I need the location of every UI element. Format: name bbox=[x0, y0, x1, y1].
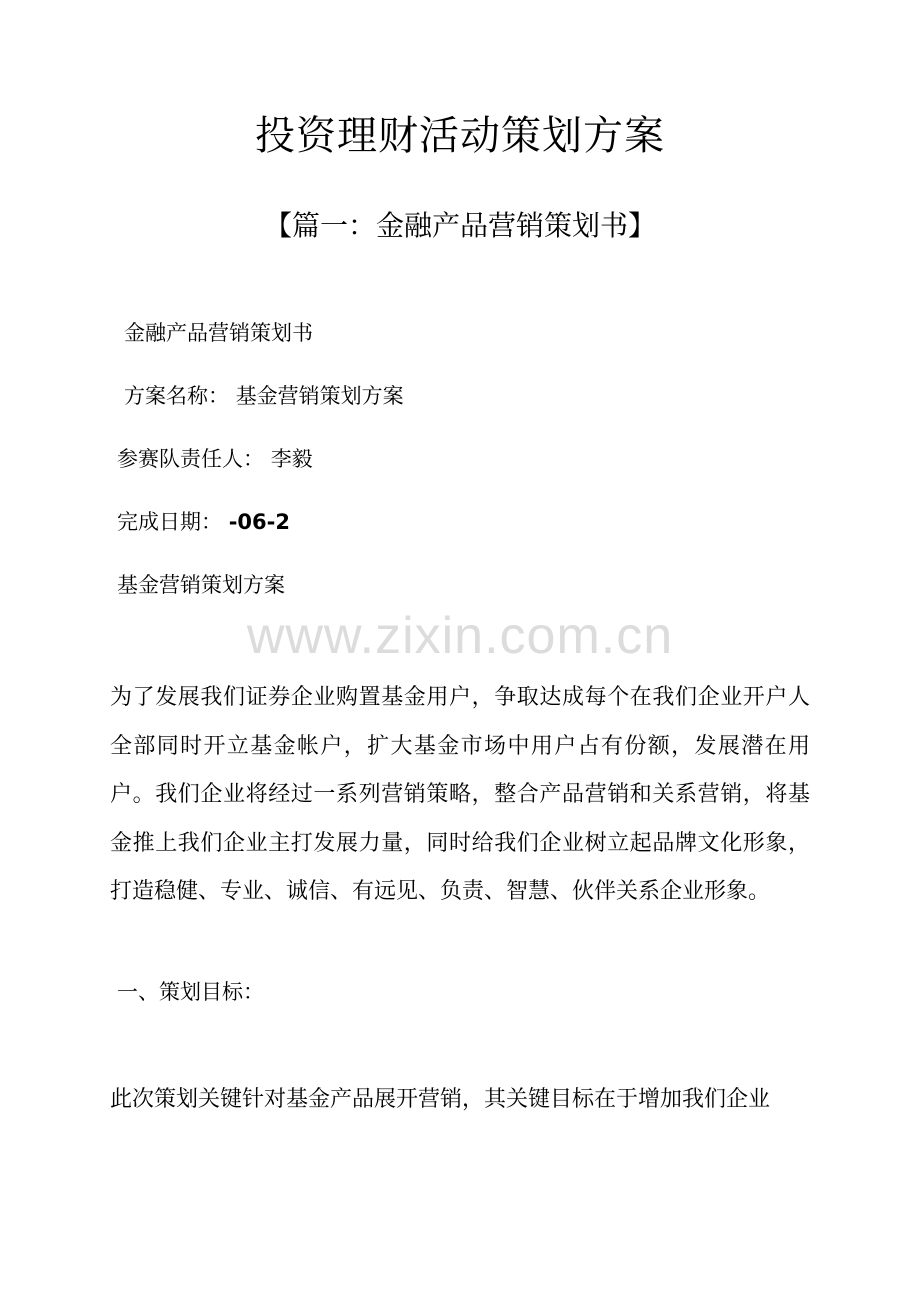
plan-name-label: 方案名称： bbox=[124, 384, 229, 408]
leader-label: 参赛队责任人： bbox=[117, 447, 264, 471]
leader-value: 李毅 bbox=[270, 447, 313, 471]
heading-line bbox=[124, 318, 313, 348]
date-line bbox=[117, 507, 290, 537]
date-label: 完成日期： bbox=[117, 510, 222, 534]
plan-name-line bbox=[124, 381, 404, 411]
objective-heading-line bbox=[117, 977, 264, 1007]
heading-text: 金融产品营销策划书 bbox=[124, 321, 313, 345]
leader-line bbox=[117, 444, 313, 474]
objective-heading: 一、策划目标： bbox=[117, 980, 264, 1004]
intro-paragraph: 为了发展我们证券企业购置基金用户，争取达成每个在我们企业开户人全部同时开立基金帐户，扩大基金市场中用户占有份额，发展潜在用户。我们企业将经过一系列营销策略，整合产品营销和关系营销，将基金推上我们企业主打发展力量，同时给我们企业树立起品牌文化形象，打造稳健、专业、诚信、有远见、负责、智慧、伙伴关系企业形象。 bbox=[110, 685, 810, 904]
document-subtitle: 【篇一：金融产品营销策划书】 bbox=[263, 209, 656, 242]
section-title: 基金营销策划方案 bbox=[117, 573, 285, 597]
section-title-line bbox=[117, 570, 285, 600]
date-value: -06-2 bbox=[228, 510, 290, 534]
document-title: 投资理财活动策划方案 bbox=[255, 113, 665, 159]
watermark-text: www.zixin.com.cn bbox=[246, 607, 674, 665]
plan-name-value: 基金营销策划方案 bbox=[235, 384, 404, 408]
objective-paragraph: 此次策划关键针对基金产品展开营销，其关键目标在于增加我们企业 bbox=[110, 1087, 771, 1112]
